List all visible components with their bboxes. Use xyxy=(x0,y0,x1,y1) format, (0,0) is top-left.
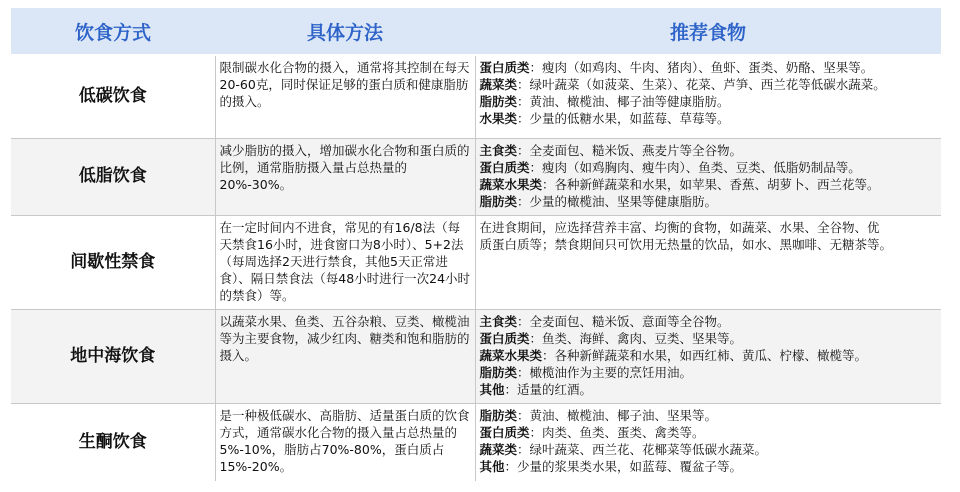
diet-description: 以蔬菜水果、鱼类、五谷杂粮、豆类、橄榄油等为主要食物，减少红肉、糖类和饱和脂肪的摄入。 xyxy=(215,309,475,403)
food-category: 脂肪类 xyxy=(479,94,518,109)
food-text: ：适量的红酒。 xyxy=(504,381,593,397)
recommended-foods xyxy=(475,309,941,403)
table-row xyxy=(11,309,941,403)
diet-name: 地中海饮食 xyxy=(11,309,215,403)
food-line xyxy=(480,110,938,127)
food-category: 蛋白质类 xyxy=(479,159,530,175)
diet-name: 低脂饮食 xyxy=(11,138,215,215)
food-category: 脂肪类 xyxy=(479,364,518,380)
food-text: ：瘦肉（如鸡肉、牛肉、猪肉）、鱼虾、蛋类、奶酪、坚果等。 xyxy=(529,60,874,75)
food-line xyxy=(480,347,938,364)
diet-name: 生酮饮食 xyxy=(11,403,215,481)
recommended-foods xyxy=(475,55,941,138)
food-line xyxy=(480,93,938,110)
food-category: 蛋白质类 xyxy=(479,330,530,346)
food-text: ：绿叶蔬菜（如菠菜、生菜）、花菜、芦笋、西兰花等低碳水蔬菜。 xyxy=(517,77,886,92)
food-category: 其他 xyxy=(479,381,505,397)
food-line xyxy=(480,330,938,347)
food-text: ：黄油、橄榄油、椰子油、坚果等。 xyxy=(517,407,718,423)
diet-description: 限制碳水化合物的摄入，通常将其控制在每天20-60克，同时保证足够的蛋白质和健康脂肪的摄入。 xyxy=(215,55,475,138)
food-category: 蔬菜类 xyxy=(479,441,518,457)
food-text: ：全麦面包、糙米饭、意面等全谷物。 xyxy=(517,313,730,329)
food-line xyxy=(480,364,938,381)
recommended-foods xyxy=(475,403,941,481)
food-text: ：少量的橄榄油、坚果等健康脂肪。 xyxy=(517,193,718,209)
food-text: ：肉类、鱼类、蛋类、禽类等。 xyxy=(529,424,705,440)
diet-description: 是一种极低碳水、高脂肪、适量蛋白质的饮食方式，通常碳水化合物的摄入量占总热量的5%-10%，脂肪占70%-80%，蛋白质占15%-20%。 xyxy=(215,403,475,481)
food-line xyxy=(480,407,938,424)
table-row xyxy=(11,138,941,215)
food-category: 主食类 xyxy=(479,142,518,158)
food-line xyxy=(480,458,938,475)
food-line xyxy=(480,424,938,441)
food-text: ：全麦面包、糙米饭、燕麦片等全谷物。 xyxy=(517,142,743,158)
table-row xyxy=(11,403,941,481)
food-category: 蔬菜类 xyxy=(479,77,518,92)
diet-name: 间歇性禁食 xyxy=(11,215,215,309)
food-category: 蛋白质类 xyxy=(479,60,530,75)
food-category: 脂肪类 xyxy=(479,193,518,209)
food-text: ：鱼类、海鲜、禽肉、豆类、坚果等。 xyxy=(529,330,743,346)
header-foods: 推荐食物 xyxy=(475,8,941,55)
food-line xyxy=(480,381,938,398)
recommended-foods xyxy=(475,215,941,309)
diet-table xyxy=(11,8,941,481)
header-method: 具体方法 xyxy=(215,8,475,55)
food-line xyxy=(480,176,938,193)
food-line xyxy=(480,159,938,176)
diet-name: 低碳饮食 xyxy=(11,55,215,138)
table-row xyxy=(11,55,941,138)
food-category: 蔬菜水果类 xyxy=(479,347,543,363)
food-text: ：橄榄油作为主要的烹饪用油。 xyxy=(517,364,693,380)
recommended-foods xyxy=(475,138,941,215)
food-line: 质蛋白质等；禁食期间只可饮用无热量的饮品，如水、黑咖啡、无糖茶等。 xyxy=(479,236,893,252)
header-row xyxy=(11,8,941,55)
food-category: 水果类 xyxy=(479,111,518,126)
food-text: ：瘦肉（如鸡胸肉、瘦牛肉）、鱼类、豆类、低脂奶制品等。 xyxy=(529,159,861,175)
food-category: 主食类 xyxy=(479,313,518,329)
header-diet-type: 饮食方式 xyxy=(11,8,215,55)
food-category: 其他 xyxy=(479,458,505,474)
food-line xyxy=(480,193,938,210)
food-text: ：黄油、橄榄油、椰子油等健康脂肪。 xyxy=(517,94,730,109)
food-text: ：少量的低糖水果，如蓝莓、草莓等。 xyxy=(517,111,730,126)
food-line xyxy=(480,59,938,76)
food-line: 在进食期间，应选择营养丰富、均衡的食物，如蔬菜、水果、全谷物、优 xyxy=(479,219,880,235)
food-line xyxy=(480,313,938,330)
food-category: 蔬菜水果类 xyxy=(479,176,543,192)
food-line xyxy=(480,76,938,93)
food-category: 蛋白质类 xyxy=(479,424,530,440)
food-line xyxy=(480,142,938,159)
food-text: ：各种新鲜蔬菜和水果，如西红柿、黄瓜、柠檬、橄榄等。 xyxy=(542,347,868,363)
food-category: 脂肪类 xyxy=(479,407,518,423)
food-text: ：绿叶蔬菜、西兰花、花椰菜等低碳水蔬菜。 xyxy=(517,441,768,457)
diet-description: 在一定时间内不进食，常见的有16/8法（每天禁食16小时，进食窗口为8小时）、5+2法（每周选择2天进行禁食，其他5天正常进食）、隔日禁食法（每48小时进行一次24小时的禁食）等。 xyxy=(215,215,475,309)
food-line xyxy=(480,441,938,458)
table-row xyxy=(11,215,941,309)
food-text: ：少量的浆果类水果，如蓝莓、覆盆子等。 xyxy=(504,458,743,474)
diet-description: 减少脂肪的摄入，增加碳水化合物和蛋白质的比例，通常脂肪摄入量占总热量的20%-30%。 xyxy=(215,138,475,215)
food-text: ：各种新鲜蔬菜和水果，如苹果、香蕉、胡萝卜、西兰花等。 xyxy=(542,176,880,192)
